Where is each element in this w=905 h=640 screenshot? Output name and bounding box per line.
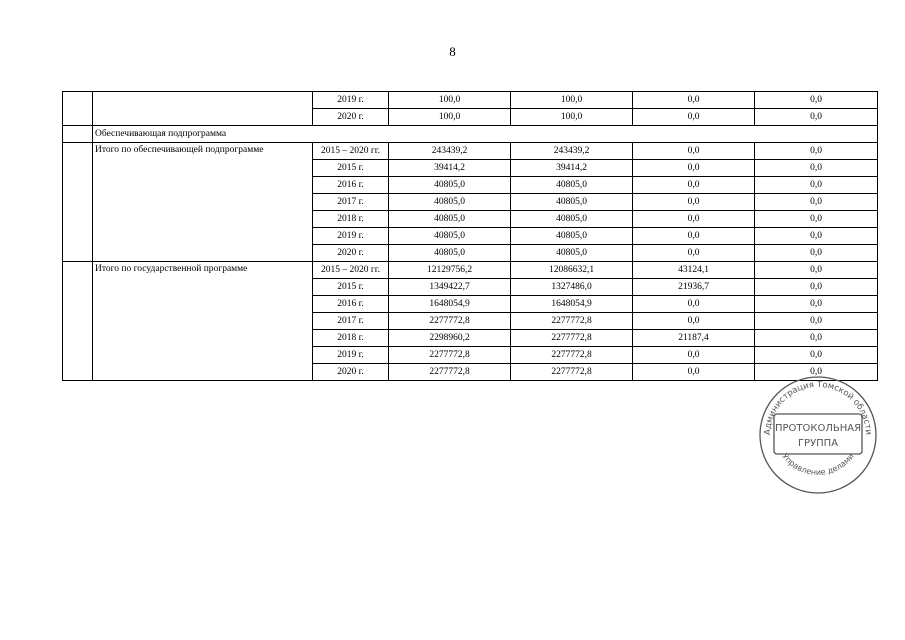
total-cell: 40805,0 bbox=[389, 245, 511, 262]
value-cell: 0,0 bbox=[633, 313, 755, 330]
table-body bbox=[63, 92, 878, 381]
value-cell: 0,0 bbox=[755, 296, 878, 313]
value-cell: 0,0 bbox=[755, 245, 878, 262]
row-number-cell bbox=[63, 92, 93, 126]
total-cell: 39414,2 bbox=[389, 160, 511, 177]
value-cell: 0,0 bbox=[633, 160, 755, 177]
total-cell: 2298960,2 bbox=[389, 330, 511, 347]
value-cell: 100,0 bbox=[511, 109, 633, 126]
year-cell: 2015 г. bbox=[313, 160, 389, 177]
year-cell: 2017 г. bbox=[313, 194, 389, 211]
total-cell: 100,0 bbox=[389, 92, 511, 109]
value-cell: 39414,2 bbox=[511, 160, 633, 177]
year-cell: 2019 г. bbox=[313, 228, 389, 245]
value-cell: 0,0 bbox=[755, 177, 878, 194]
total-cell: 1648054,9 bbox=[389, 296, 511, 313]
value-cell: 40805,0 bbox=[511, 245, 633, 262]
value-cell: 243439,2 bbox=[511, 143, 633, 160]
value-cell: 21187,4 bbox=[633, 330, 755, 347]
value-cell: 0,0 bbox=[755, 364, 878, 381]
value-cell: 0,0 bbox=[633, 296, 755, 313]
protocol-group-stamp bbox=[752, 374, 884, 496]
value-cell: 40805,0 bbox=[511, 194, 633, 211]
year-cell: 2017 г. bbox=[313, 313, 389, 330]
year-cell: 2016 г. bbox=[313, 296, 389, 313]
value-cell: 0,0 bbox=[755, 92, 878, 109]
year-cell: 2015 – 2020 гг. bbox=[313, 143, 389, 160]
value-cell: 0,0 bbox=[755, 160, 878, 177]
section-title-row bbox=[63, 126, 878, 143]
total-cell: 40805,0 bbox=[389, 211, 511, 228]
value-cell: 0,0 bbox=[755, 109, 878, 126]
stamp-center-line2: ГРУППА bbox=[797, 438, 839, 449]
value-cell: 40805,0 bbox=[511, 211, 633, 228]
value-cell: 0,0 bbox=[755, 279, 878, 296]
table-row bbox=[63, 143, 878, 160]
year-cell: 2020 г. bbox=[313, 109, 389, 126]
year-cell: 2016 г. bbox=[313, 177, 389, 194]
value-cell: 0,0 bbox=[755, 194, 878, 211]
value-cell: 100,0 bbox=[511, 92, 633, 109]
year-cell: 2019 г. bbox=[313, 92, 389, 109]
value-cell: 0,0 bbox=[633, 109, 755, 126]
program-name-cell: Итого по государственной программе bbox=[93, 262, 313, 381]
value-cell: 21936,7 bbox=[633, 279, 755, 296]
value-cell: 43124,1 bbox=[633, 262, 755, 279]
program-name-cell bbox=[93, 92, 313, 126]
total-cell: 40805,0 bbox=[389, 177, 511, 194]
row-number-cell bbox=[63, 143, 93, 262]
value-cell: 0,0 bbox=[755, 313, 878, 330]
value-cell: 0,0 bbox=[755, 228, 878, 245]
year-cell: 2020 г. bbox=[313, 364, 389, 381]
value-cell: 0,0 bbox=[633, 92, 755, 109]
page-number: 8 bbox=[449, 44, 456, 59]
value-cell: 0,0 bbox=[633, 347, 755, 364]
table-row bbox=[63, 262, 878, 279]
value-cell: 0,0 bbox=[633, 177, 755, 194]
year-cell: 2018 г. bbox=[313, 211, 389, 228]
value-cell: 0,0 bbox=[633, 194, 755, 211]
budget-table bbox=[62, 91, 878, 381]
value-cell: 0,0 bbox=[633, 245, 755, 262]
total-cell: 100,0 bbox=[389, 109, 511, 126]
year-cell: 2015 – 2020 гг. bbox=[313, 262, 389, 279]
value-cell: 0,0 bbox=[633, 228, 755, 245]
value-cell: 2277772,8 bbox=[511, 364, 633, 381]
stamp-bottom-text: Управление делами bbox=[780, 451, 856, 477]
value-cell: 0,0 bbox=[755, 143, 878, 160]
value-cell: 0,0 bbox=[633, 364, 755, 381]
value-cell: 2277772,8 bbox=[511, 330, 633, 347]
table-row bbox=[63, 92, 878, 109]
value-cell: 0,0 bbox=[633, 143, 755, 160]
value-cell: 0,0 bbox=[633, 211, 755, 228]
row-number-cell bbox=[63, 262, 93, 381]
total-cell: 1349422,7 bbox=[389, 279, 511, 296]
stamp-center-line1: ПРОТОКОЛЬНАЯ bbox=[774, 423, 862, 434]
value-cell: 2277772,8 bbox=[511, 313, 633, 330]
value-cell: 0,0 bbox=[755, 211, 878, 228]
row-number-cell bbox=[63, 126, 93, 143]
year-cell: 2018 г. bbox=[313, 330, 389, 347]
value-cell: 0,0 bbox=[755, 347, 878, 364]
value-cell: 1648054,9 bbox=[511, 296, 633, 313]
total-cell: 2277772,8 bbox=[389, 347, 511, 364]
total-cell: 243439,2 bbox=[389, 143, 511, 160]
value-cell: 40805,0 bbox=[511, 228, 633, 245]
value-cell: 2277772,8 bbox=[511, 347, 633, 364]
program-name-cell: Итого по обеспечивающей подпрограмме bbox=[93, 143, 313, 262]
total-cell: 40805,0 bbox=[389, 194, 511, 211]
value-cell: 0,0 bbox=[755, 262, 878, 279]
year-cell: 2019 г. bbox=[313, 347, 389, 364]
value-cell: 0,0 bbox=[755, 330, 878, 347]
stamp-outer-text: Администрация Томской области bbox=[762, 379, 874, 436]
total-cell: 2277772,8 bbox=[389, 364, 511, 381]
section-title: Обеспечивающая подпрограмма bbox=[93, 126, 878, 143]
year-cell: 2015 г. bbox=[313, 279, 389, 296]
year-cell: 2020 г. bbox=[313, 245, 389, 262]
total-cell: 40805,0 bbox=[389, 228, 511, 245]
value-cell: 1327486,0 bbox=[511, 279, 633, 296]
value-cell: 12086632,1 bbox=[511, 262, 633, 279]
total-cell: 12129756,2 bbox=[389, 262, 511, 279]
value-cell: 40805,0 bbox=[511, 177, 633, 194]
total-cell: 2277772,8 bbox=[389, 313, 511, 330]
